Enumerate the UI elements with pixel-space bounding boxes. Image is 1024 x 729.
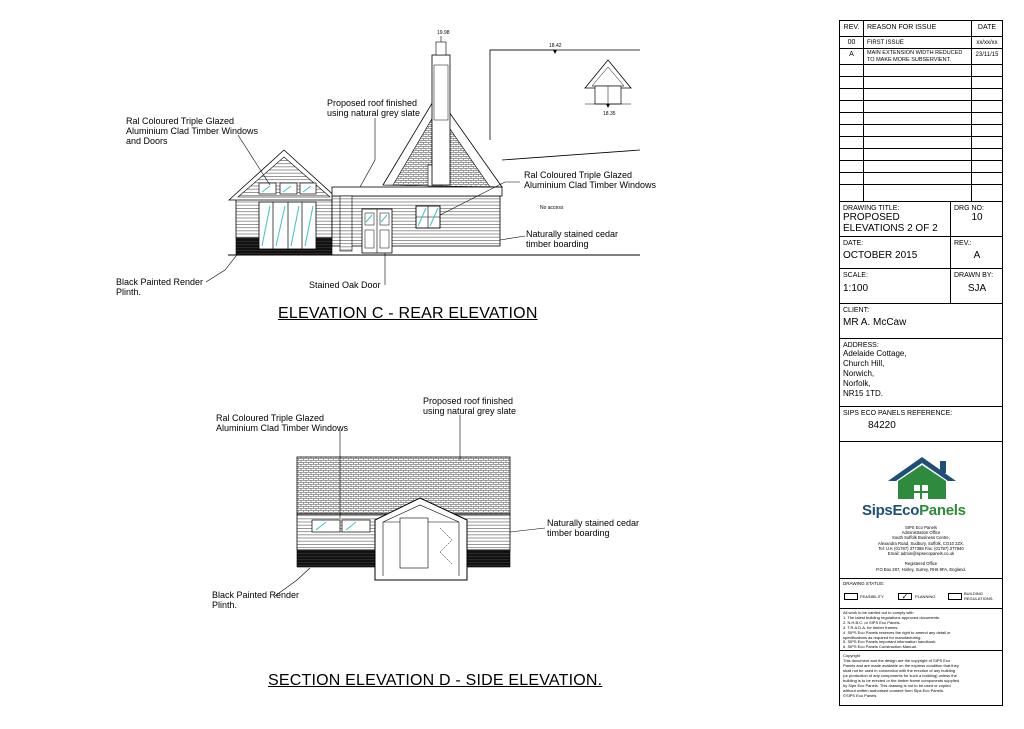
- planning-checkbox[interactable]: ✓: [898, 593, 912, 600]
- address-section: [840, 338, 1002, 406]
- label-plinth: Black Painted Render Plinth.: [116, 277, 204, 297]
- copyright-section: [840, 650, 1002, 705]
- revision-code: 00: [840, 37, 864, 48]
- logo-text-panels: Panels: [919, 502, 966, 519]
- client-label: CLIENT:: [843, 307, 870, 314]
- left-gable-building: [229, 150, 339, 255]
- rev-label: REV.:: [954, 240, 972, 247]
- revision-header: [840, 21, 1002, 37]
- revision-row: [840, 37, 1002, 49]
- date-value: OCTOBER 2015: [843, 250, 918, 261]
- notes-section: [840, 608, 1002, 650]
- revision-reason: FIRST ISSUE: [864, 37, 972, 48]
- client-section: [840, 303, 1002, 338]
- label-no-access: No access: [540, 205, 564, 211]
- drawing-title: PROPOSED ELEVATIONS 2 OF 2: [843, 212, 938, 234]
- logo-text-sipseco: SipsEco: [862, 502, 920, 519]
- address-value: Adelaide Cottage, Church Hill, Norwich, Norfolk, NR15 1TD.: [843, 349, 907, 398]
- label-cedar: Naturally stained cedar timber boarding: [526, 229, 619, 249]
- date-section: [840, 236, 1002, 268]
- label-d-plinth: Black Painted Render Plinth.: [212, 590, 300, 610]
- dormer-detail: [585, 60, 631, 108]
- elevation-d: [275, 415, 545, 596]
- reason-col-header: REASON FOR ISSUE: [864, 21, 972, 36]
- feasibility-checkbox[interactable]: [844, 593, 858, 600]
- link-section: [332, 187, 502, 253]
- scale-section: [840, 268, 1002, 303]
- dim-ridge: 19.98: [437, 30, 450, 36]
- drawn-by-label: DRAWN BY:: [954, 272, 994, 279]
- company-section: [840, 441, 1002, 578]
- reference-section: [840, 406, 1002, 441]
- label-d-cedar: Naturally stained cedar timber boarding: [547, 518, 640, 538]
- revision-reason: MAIN EXTENSION WIDTH REDUCED TO MAKE MORE SUBSERVIENT.: [864, 49, 972, 64]
- company-logo-text: [862, 502, 966, 519]
- building-regs-checkbox[interactable]: [948, 593, 962, 600]
- company-info: SIPS Eco Panels Administration Office South Suffolk Business Centre, Alexandra Road, Sudbury, Suffolk, CO10 2ZX. Tel: U.K (01787) 377388 Fax: (01787) 377940 Email: admin@sipsecopanels.co.uk Registered Office P.O Box 287, Horley, Surrey, RH6 9FA, England.: [876, 525, 966, 572]
- revision-date: xx/xx/xx: [976, 40, 998, 46]
- drawing-title-label: DRAWING TITLE:: [843, 205, 900, 212]
- label-windows: Ral Coloured Triple Glazed Aluminium Clad Timber Windows: [524, 170, 657, 190]
- address-label: ADDRESS:: [843, 342, 879, 349]
- notes-text: All work to be carried out to comply with 1. The latest building regulations approved documents. 2. N.H.B.C. or SIPS Eco Panels. 3. T.R.A.D.A. for timber frames. 4. SIPS Eco Panels reserves the right to amend any detail or specifications as required for manufacturing. 5. SIPS Eco Panels important information handbook. 6. SIPS Eco Panels Construction Manual.: [843, 610, 951, 650]
- reference-label: SIPS ECO PANELS REFERENCE:: [843, 410, 953, 417]
- heading-elevation-c: ELEVATION C - REAR ELEVATION: [278, 305, 538, 322]
- drg-no: 10: [971, 212, 983, 223]
- scale-value: 1:100: [843, 283, 869, 294]
- copyright-text: Copyright This document and the design are the copyright of SIPS Eco Panels and are made available on the express condition that they shall not be used in connection with the erection of any building (or production of any components for such a building) unless the building is to be erected or the timber frame components supplied by Sipe Eco Panels. This drawing is not to be used or copied without written authorised consent from Sips Eco Panels. ©SIPS Eco Panels: [843, 653, 960, 698]
- dim-dormer: 18.35: [603, 111, 616, 117]
- feasibility-label: FEASIBILITY: [860, 594, 884, 599]
- revision-table: [840, 21, 1002, 201]
- label-oak-door: Stained Oak Door: [309, 280, 381, 290]
- rev-value: A: [973, 250, 981, 261]
- scale-label: SCALE:: [843, 272, 868, 279]
- rev-col-header: REV.: [840, 21, 864, 36]
- existing-building-outline: [490, 50, 640, 160]
- house-logo-icon: [884, 455, 960, 501]
- date-col-header: DATE: [977, 24, 997, 31]
- planning-label: PLANNING: [915, 594, 936, 599]
- drawing-title-section: [840, 201, 1002, 236]
- label-windows-doors: Ral Coloured Triple Glazed Aluminium Clad Timber Windows and Doors: [126, 116, 259, 146]
- revision-date: 23/11/15: [975, 52, 999, 58]
- reference-value: 84220: [868, 420, 896, 431]
- label-roof-slate: Proposed roof finished using natural grey slate: [327, 98, 421, 118]
- drawing-status-label: DRAWING STATUS:: [843, 581, 885, 586]
- label-d-windows: Ral Coloured Triple Glazed Aluminium Clad Timber Windows: [216, 413, 349, 433]
- drawn-by-value: SJA: [967, 283, 987, 294]
- client-value: MR A. McCaw: [843, 317, 907, 328]
- drg-no-label: DRG NO:: [954, 205, 984, 212]
- dim-eaves: 18.42: [549, 43, 562, 49]
- revision-row: [840, 49, 1002, 65]
- building-regs-label: BUILDING REGULATIONS.: [964, 591, 994, 601]
- heading-elevation-d: SECTION ELEVATION D - SIDE ELEVATION.: [268, 672, 603, 689]
- drawing-status-section: [840, 578, 1002, 608]
- revision-code: A: [840, 49, 864, 64]
- title-block: [839, 20, 1003, 706]
- label-d-roof: Proposed roof finished using natural grey slate: [423, 396, 517, 416]
- date-label: DATE:: [843, 240, 864, 247]
